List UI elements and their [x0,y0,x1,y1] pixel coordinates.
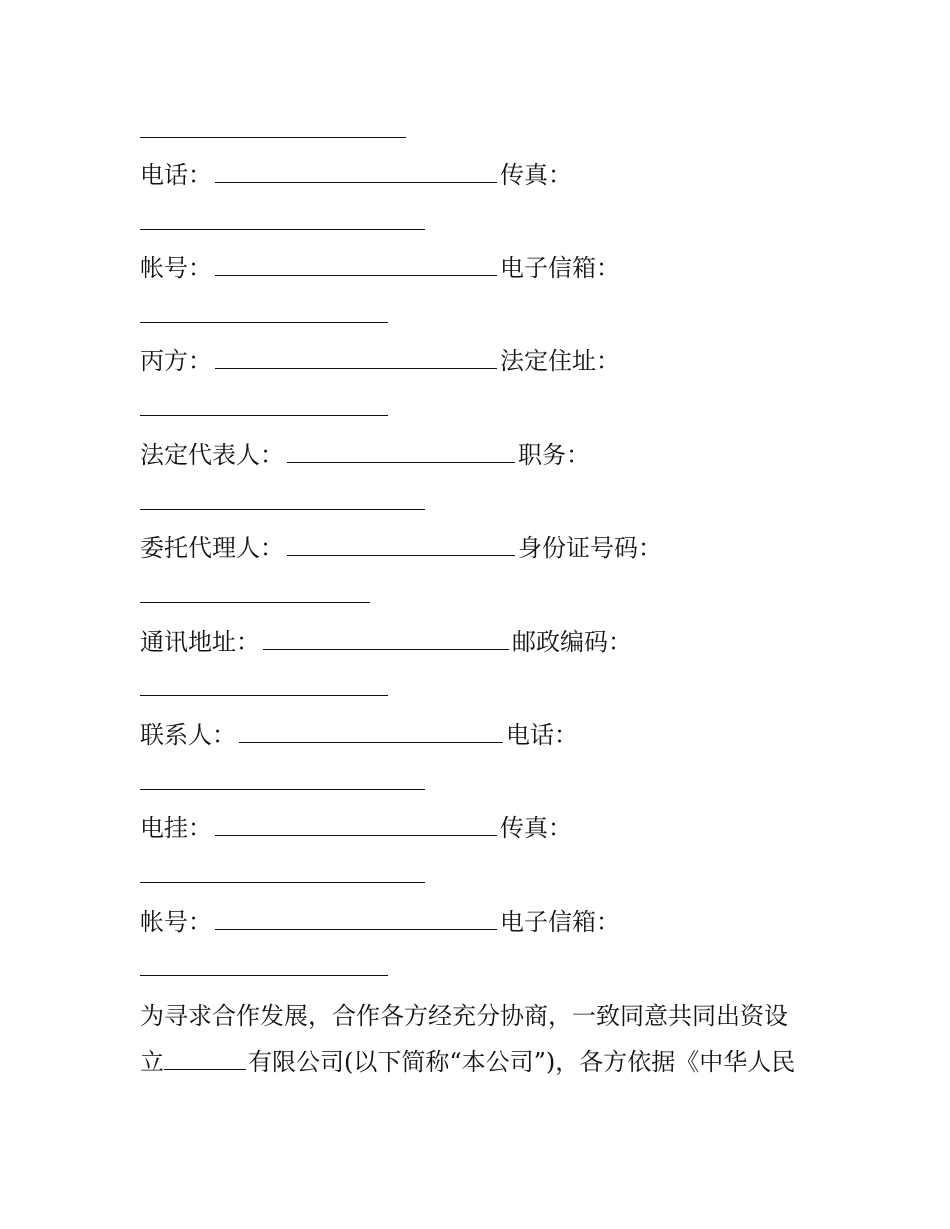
form-line-blank [140,295,391,335]
agent-label: 委托代理人： [140,534,284,562]
form-line-agent [140,528,662,568]
account-blank-2 [215,903,497,930]
postal-code-blank [140,669,388,696]
account-label-2: 帐号： [140,908,212,936]
form-line-cable [140,808,572,848]
mailing-address-blank [263,623,509,650]
form-line-party-c [140,341,620,381]
position-blank [140,483,425,510]
email-label-2: 电子信箱： [500,908,620,936]
id-number-label: 身份证号码： [518,534,662,562]
fax-label: 传真： [500,161,572,189]
postal-code-label: 邮政编码： [512,628,632,656]
account-label: 帐号： [140,254,212,282]
contact-label: 联系人： [140,721,236,749]
form-line-blank [140,948,391,988]
legal-address-label: 法定住址： [500,347,620,375]
account-blank [215,249,497,276]
legal-address-blank [140,389,388,416]
email-label: 电子信箱： [500,254,620,282]
paragraph-suffix: 有限公司(以下简称“本公司”)，各方依据《中华人民 [248,1048,796,1076]
agreement-paragraph-line-1: 为寻求合作发展，合作各方经充分协商，一致同意共同出资设 [140,1002,788,1030]
phone-blank [215,156,497,183]
form-line-blank [140,855,428,895]
form-line-mailing-address [140,622,632,662]
form-line-account [140,248,620,288]
form-line-legal-rep [140,435,590,475]
form-line-contact [140,715,578,755]
contact-phone-blank [140,763,425,790]
company-name-blank [164,1043,246,1070]
form-line-blank [140,668,391,708]
form-line-blank [140,110,409,150]
form-line-blank [140,762,428,802]
form-line-blank [140,482,428,522]
agreement-paragraph-line-2 [140,1042,795,1082]
legal-rep-label: 法定代表人： [140,441,284,469]
mailing-address-label: 通讯地址： [140,628,260,656]
form-line-blank [140,388,391,428]
party-c-blank [215,342,497,369]
contact-blank [239,716,503,743]
paragraph-prefix: 立 [140,1048,164,1076]
fill-in-blank [140,111,406,138]
fax-blank [140,203,425,230]
party-c-label: 丙方： [140,347,212,375]
legal-rep-blank [287,436,515,463]
id-number-blank [140,576,370,603]
position-label: 职务： [518,441,590,469]
phone-label: 电话： [140,161,212,189]
fax-label-2: 传真： [500,814,572,842]
form-line-blank [140,575,373,615]
contact-phone-label: 电话： [506,721,578,749]
form-line-blank [140,202,428,242]
fax-blank-2 [140,856,425,883]
form-line-phone [140,155,572,195]
email-blank [140,296,388,323]
cable-blank [215,809,497,836]
agent-blank [287,529,515,556]
email-blank-2 [140,949,388,976]
cable-label: 电挂： [140,814,212,842]
form-line-account-2 [140,902,620,942]
